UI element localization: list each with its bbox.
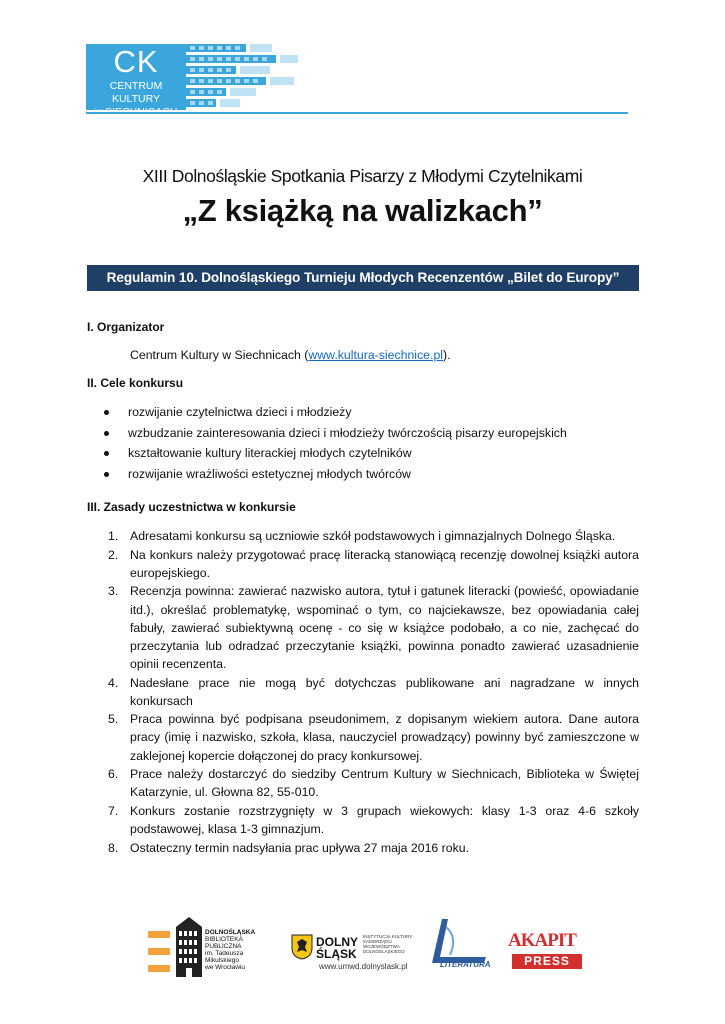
list-item bbox=[108, 582, 639, 672]
list-item-text: Konkurs zostanie rozstrzygnięty w 3 grupach wiekowych: klasy 1-3 oraz 4-6 szkoły podstawowej, klasa 1-3 gimnazjum. bbox=[130, 803, 639, 837]
literatura-text: LITERATURA bbox=[440, 960, 491, 969]
library-name-line: im. Tadeusza Mikulskiego bbox=[205, 950, 244, 964]
library-logo bbox=[148, 917, 278, 977]
list-item bbox=[108, 802, 639, 838]
list-item bbox=[108, 527, 639, 545]
dolny-slask-url: www.umwd.dolnyslask.pl bbox=[319, 962, 408, 971]
dolny-slask-institution bbox=[363, 934, 412, 954]
list-item bbox=[104, 425, 567, 446]
logo-grid-pattern bbox=[186, 44, 301, 110]
item-number: 8. bbox=[108, 840, 119, 855]
list-item-text: wzbudzanie zainteresowania dzieci i młodzieży twórczością pisarzy europejskich bbox=[128, 425, 567, 440]
library-name bbox=[205, 929, 278, 971]
akapit-press-logo bbox=[508, 930, 584, 970]
dolny-word: DOLNY bbox=[316, 935, 358, 949]
list-item bbox=[104, 404, 567, 425]
section-organizer-heading: I. Organizator bbox=[87, 320, 165, 334]
slask-word: ŚLĄSK bbox=[316, 947, 357, 961]
organizer-text: Centrum Kultury w Siechnicach ( bbox=[130, 348, 309, 362]
bullet-icon bbox=[104, 472, 109, 477]
sponsor-logos bbox=[0, 912, 725, 982]
section-goals-heading: II. Cele konkursu bbox=[87, 376, 184, 390]
event-title: „Z książką na walizkach” bbox=[182, 193, 543, 228]
organizer-website-link[interactable]: www.kultura-siechnice.pl bbox=[308, 348, 444, 362]
rules-list bbox=[108, 527, 639, 857]
item-number: 1. bbox=[108, 529, 119, 543]
akapit-word: AKAPIT bbox=[508, 930, 576, 951]
list-item-text: kształtowanie kultury literackiej młodych czytelników bbox=[128, 446, 412, 460]
literatura-pen-icon bbox=[428, 917, 492, 965]
item-number: 4. bbox=[108, 675, 119, 690]
list-item-text: Recenzja powinna: zawierać nazwisko autora, tytuł i gatunek literacki (powieść, opowiadanie itd.), określać problematykę, wspominać o tym, co najciekawsze, bez opowiadania całej fabuły, zawierać subiektywną ocenę - co się w książce podobało, a co nie, zachęcać do przeczytania lub odradzać przeczytanie książki, powinna ponadto zawierać uzasadnienie opinii recenzenta. bbox=[130, 584, 639, 671]
institution-line: INSTYTUCJA KULTURY bbox=[363, 934, 413, 939]
item-number: 7. bbox=[108, 803, 119, 818]
list-item-text: Adresatami konkursu są uczniowie szkół podstawowych i gimnazjalnych Dolnego Śląska. bbox=[130, 529, 616, 543]
list-item-text: Ostateczny termin nadsyłania prac upływa 27 maja 2016 roku. bbox=[130, 840, 470, 855]
list-item-text: Praca powinna być podpisana pseudonimem, z dopisanym wiekiem autora. Dane autora pracy (imię i nazwisko, szkoła, klasa, nauczyciel prowadzący) powinny być zamieszczone w zaklejonej kopercie dołączonej do pracy konkursowej. bbox=[130, 712, 639, 763]
goals-list bbox=[104, 404, 567, 486]
dolny-slask-wordmark bbox=[316, 936, 358, 960]
library-name-line: DOLNOŚLĄSKA bbox=[205, 929, 256, 936]
institution-line: DOLNOŚLĄSKIEGO bbox=[363, 949, 405, 954]
item-number: 2. bbox=[108, 547, 119, 562]
list-item bbox=[108, 546, 639, 582]
list-item-text: Na konkurs należy przygotować pracę literacką stanowiącą recenzję dowolnej książki autora europejskiego. bbox=[130, 547, 639, 580]
list-item-text: rozwijanie wrażliwości estetycznej młodych twórców bbox=[128, 466, 411, 481]
list-item-text: Nadesłane prace nie mogą być dotychczas publikowane ani nagradzane w innych konkursach bbox=[130, 675, 639, 708]
institution-line: WOJEWÓDZTWA bbox=[363, 944, 400, 949]
list-item bbox=[104, 445, 567, 466]
list-item bbox=[108, 765, 639, 801]
header-divider bbox=[86, 112, 628, 114]
library-name-line: we Wrocławiu bbox=[205, 964, 245, 971]
institution-line: SAMORZĄDU bbox=[363, 939, 392, 944]
item-number: 3. bbox=[108, 584, 119, 599]
library-building-icon bbox=[148, 917, 203, 979]
list-item bbox=[108, 839, 639, 857]
library-name-line: BIBLIOTEKA PUBLICZNA bbox=[205, 936, 243, 950]
press-word: PRESS bbox=[512, 954, 582, 969]
event-subtitle: XIII Dolnośląskie Spotkania Pisarzy z Młodymi Czytelnikami bbox=[142, 166, 583, 186]
item-number: 6. bbox=[108, 767, 119, 782]
list-item bbox=[108, 674, 639, 710]
organizer-line bbox=[130, 348, 451, 362]
list-item bbox=[104, 466, 567, 487]
list-item-text: Prace należy dostarczyć do siedziby Centrum Kultury w Siechnicach, Biblioteka w Świętej Katarzynie, ul. Głowna 82, 55-010. bbox=[130, 767, 639, 800]
logo-ck-text: CK bbox=[113, 44, 159, 79]
section-rules-heading: III. Zasady uczestnictwa w konkursie bbox=[87, 500, 296, 514]
bullet-icon bbox=[104, 451, 109, 456]
organizer-text-end: ). bbox=[443, 348, 451, 362]
regulation-banner: Regulamin 10. Dolnośląskiego Turnieju Młodych Recenzentów „Bilet do Europy” bbox=[87, 265, 639, 291]
dolny-slask-logo bbox=[291, 922, 421, 982]
bullet-icon bbox=[104, 431, 109, 436]
ck-logo bbox=[86, 44, 301, 110]
list-item bbox=[108, 710, 639, 764]
list-item-text: rozwijanie czytelnictwa dzieci i młodzieży bbox=[128, 405, 352, 419]
logo-box bbox=[86, 44, 186, 110]
item-number: 5. bbox=[108, 712, 119, 727]
bullet-icon bbox=[104, 410, 109, 415]
coat-of-arms-icon bbox=[291, 934, 313, 960]
literatura-logo bbox=[428, 917, 492, 979]
logo-name-line1: CENTRUM KULTURY bbox=[109, 80, 163, 105]
